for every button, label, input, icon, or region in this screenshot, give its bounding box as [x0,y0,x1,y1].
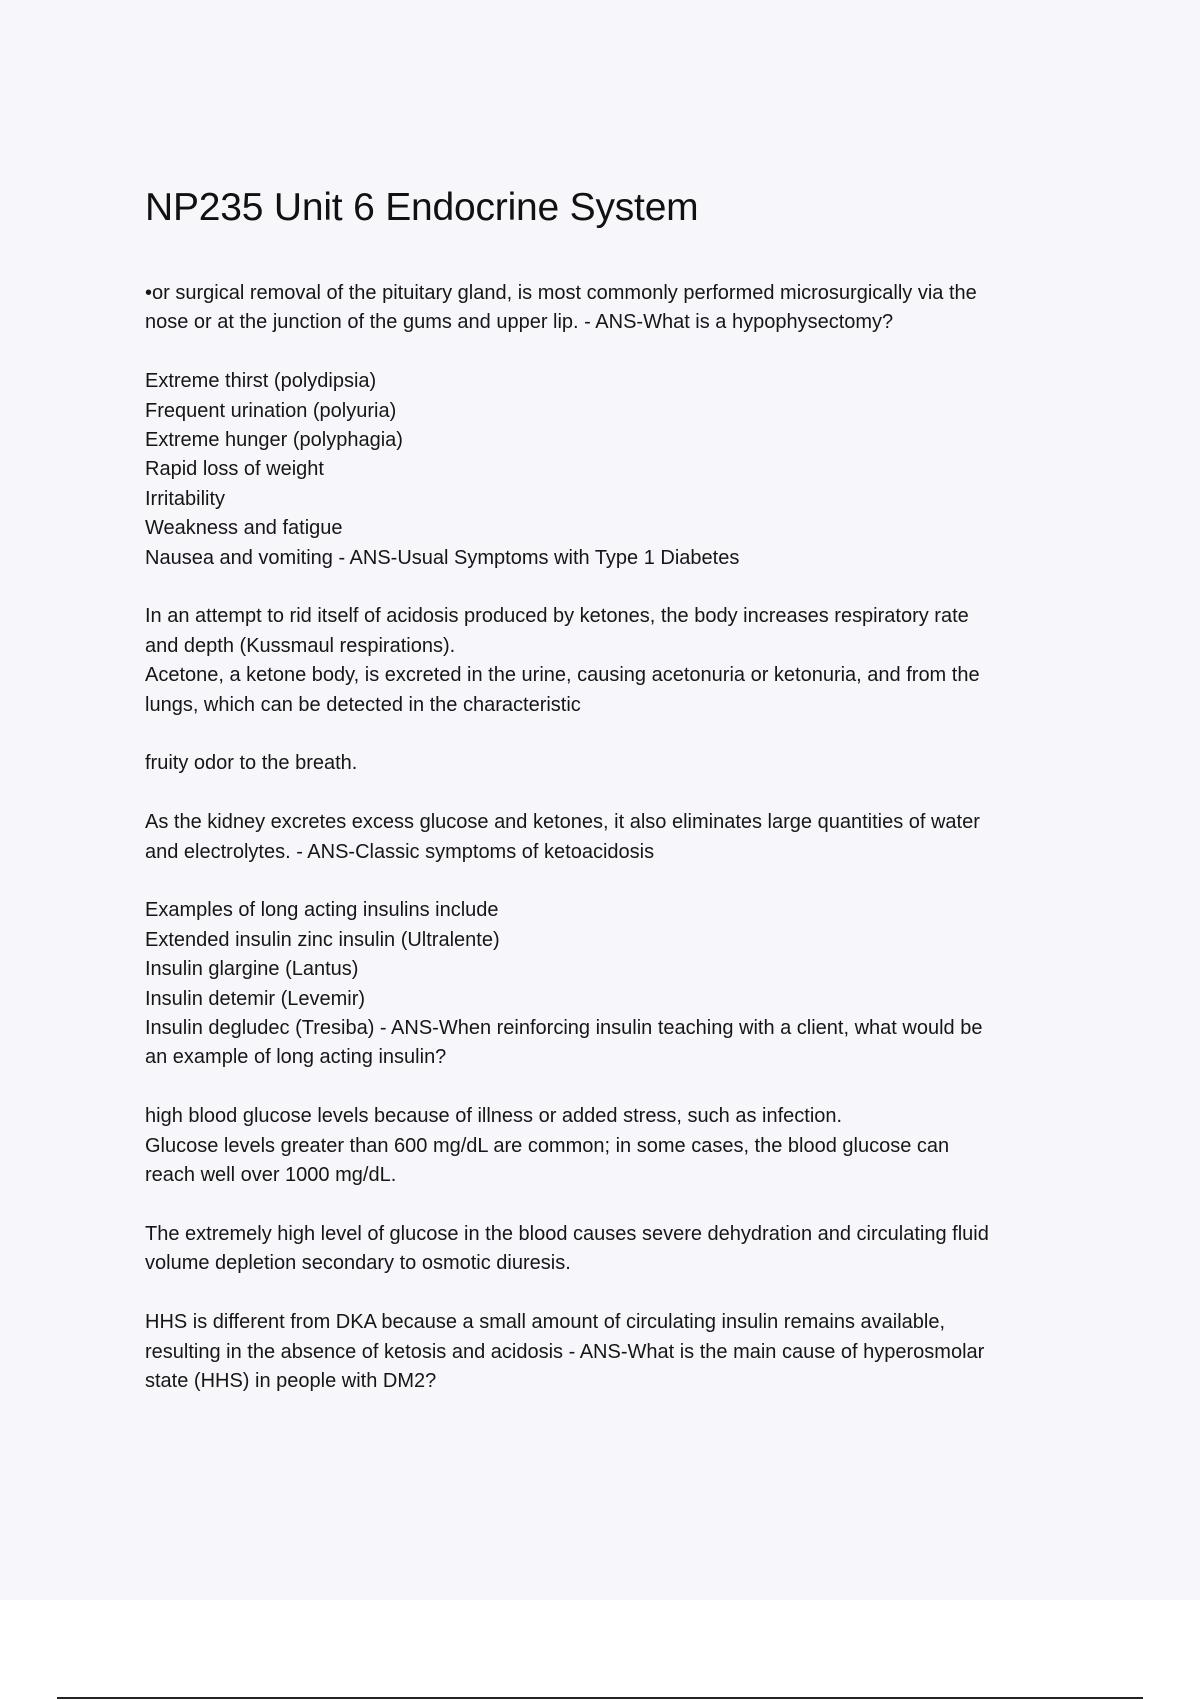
text-line: resulting in the absence of ketosis and acidosis - ANS-What is the main cause of hyperosmolar [145,1340,985,1363]
paragraph-dehydration [145,1220,1085,1279]
text-line: lungs, which can be detected in the characteristic [145,693,581,716]
text-line: The extremely high level of glucose in the blood causes severe dehydration and circulating fluid [145,1222,989,1245]
text-line: high blood glucose levels because of illness or added stress, such as infection. [145,1105,843,1128]
text-line: Extreme hunger (polyphagia) [145,429,403,452]
text-line: Insulin glargine (Lantus) [145,958,359,981]
text-line: Weakness and fatigue [145,517,343,540]
text-line: an example of long acting insulin? [145,1046,447,1069]
text-line: Frequent urination (polyuria) [145,399,397,422]
paragraph-fruity-odor [145,749,1085,778]
text-line: volume depletion secondary to osmotic diuresis. [145,1252,571,1275]
paragraph-ketoacidosis [145,808,1085,867]
paragraph-high-glucose [145,1102,1085,1190]
text-line: Extended insulin zinc insulin (Ultralente) [145,928,500,951]
text-line: Examples of long acting insulins include [145,899,499,922]
text-line: Insulin detemir (Levemir) [145,987,366,1010]
document-title: NP235 Unit 6 Endocrine System [145,186,699,229]
text-line: In an attempt to rid itself of acidosis produced by ketones, the body increases respiratory rate [145,605,969,628]
text-line: Nausea and vomiting - ANS-Usual Symptoms with Type 1 Diabetes [145,546,740,569]
text-line: state (HHS) in people with DM2? [145,1369,437,1392]
text-line: Rapid loss of weight [145,458,324,481]
text-line: Acetone, a ketone body, is excreted in the urine, causing acetonuria or ketonuria, and from the [145,664,980,687]
text-line: Insulin degludec (Tresiba) - ANS-When reinforcing insulin teaching with a client, what would be [145,1017,983,1040]
paragraph-long-acting-insulins [145,896,1085,1072]
text-line: Glucose levels greater than 600 mg/dL are common; in some cases, the blood glucose can [145,1134,950,1157]
footer-divider [57,1697,1143,1699]
text-line: Irritability [145,487,226,510]
text-line: and depth (Kussmaul respirations). [145,634,456,657]
text-line: nose or at the junction of the gums and upper lip. - ANS-What is a hypophysectomy? [145,311,894,334]
paragraph-kussmaul [145,602,1085,720]
paragraph-type1-symptoms [145,367,1085,573]
text-line: As the kidney excretes excess glucose and ketones, it also eliminates large quantities of water [145,811,980,834]
document-body [145,279,1085,1426]
text-line: •or surgical removal of the pituitary gland, is most commonly performed microsurgically via the [145,282,977,304]
text-line: and electrolytes. - ANS-Classic symptoms of ketoacidosis [145,840,655,863]
paragraph-hypophysectomy [145,279,1085,338]
text-line: HHS is different from DKA because a small amount of circulating insulin remains available, [145,1311,945,1334]
text-line: Extreme thirst (polydipsia) [145,370,377,393]
text-line: fruity odor to the breath. [145,752,358,775]
text-line: reach well over 1000 mg/dL. [145,1164,397,1187]
paragraph-hhs [145,1308,1085,1396]
